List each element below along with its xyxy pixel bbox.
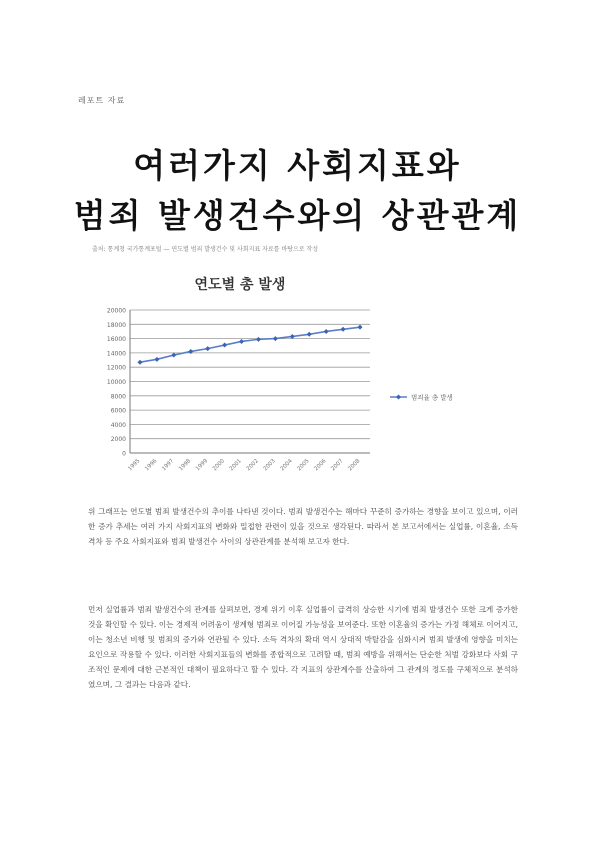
x-tick-label: 1996	[144, 458, 159, 473]
data-point	[222, 343, 227, 348]
x-tick-label: 2001	[228, 458, 243, 473]
x-tick-label: 2003	[262, 458, 277, 473]
x-tick-label: 2008	[347, 458, 362, 473]
x-tick-label: 2000	[211, 458, 227, 473]
x-tick-label: 2002	[245, 458, 260, 473]
data-point	[358, 325, 363, 330]
body-paragraph-2: 먼저 실업률과 범죄 발생건수의 관계를 살펴보면, 경제 위기 이후 실업률이 급격히 상승한 시기에 범죄 발생건수 또한 크게 증가한 것을 확인할 수 있다. 이는 경제적 어려움이 생계형 범죄로 이어질 가능성을 보여준다. 또한 이혼율의 증가는 가정 해체로 이어지고, 이는 청소년 비행 및 범죄의 증가와 연관될 수 있다. 소득 격차의 확대 역시 상대적 박탈감을 심화시켜 범죄 발생에 영향을 미치는 요인으로 작용할 수 있다. 이러한 사회지표들의 변화를 종합적으로 고려할 때, 범죄 예방을 위해서는 단순한 처벌 강화보다 사회 구조적인 문제에 대한 근본적인 대책이 필요하다고 할 수 있다. 각 지표의 상관계수를 산출하여 그 관계의 정도를 구체적으로 분석하였으며, 그 결과는 다음과 같다.	[88, 605, 518, 689]
chart-source-caption: 출처: 통계청 국가통계포털 — 연도별 범죄 발생건수 및 사회지표 자료를 바탕으로 작성	[92, 246, 319, 253]
y-tick-label: 14000	[106, 350, 126, 358]
y-tick-label: 16000	[106, 336, 126, 344]
body-paragraph-1: 위 그래프는 연도별 범죄 발생건수의 추이를 나타낸 것이다. 범죄 발생건수는 해마다 꾸준히 증가하는 경향을 보이고 있으며, 이러한 증가 추세는 여러 가지 사회지표의 변화와 밀접한 관련이 있을 것으로 생각된다. 따라서 본 보고서에서는 실업률, 이혼율, 소득 격차 등 주요 사회지표와 범죄 발생건수 사이의 상관관계를 분석해 보고자 한다.	[88, 507, 518, 546]
title-line-2: 범죄 발생건수와의 상관관계	[73, 196, 522, 235]
y-tick-label: 20000	[106, 307, 126, 315]
x-tick-label: 1998	[178, 458, 193, 473]
data-point	[239, 339, 244, 344]
y-tick-label: 12000	[106, 364, 126, 372]
x-tick-label: 2006	[313, 458, 328, 473]
data-point	[154, 357, 159, 362]
x-tick-label: 1997	[161, 458, 176, 473]
y-tick-label: 2000	[110, 436, 126, 444]
y-tick-label: 0	[122, 450, 126, 458]
x-tick-label: 1995	[127, 458, 142, 473]
y-tick-label: 10000	[106, 379, 126, 386]
chart-title: 연도별 총 발생	[194, 277, 286, 293]
header-label: 레포트 자료	[78, 96, 126, 105]
y-tick-label: 6000	[110, 407, 126, 415]
x-tick-label: 2004	[279, 458, 294, 473]
y-tick-label: 4000	[110, 421, 126, 429]
title-line-1: 여러가지 사회지표와	[133, 146, 462, 185]
data-point	[273, 336, 278, 341]
data-point	[341, 327, 346, 332]
data-point	[256, 337, 261, 342]
y-tick-label: 8000	[110, 393, 126, 401]
data-point	[138, 360, 143, 365]
data-point	[205, 346, 210, 351]
legend-swatch-marker	[396, 395, 401, 400]
y-tick-label: 18000	[106, 321, 126, 329]
line-chart	[85, 265, 525, 490]
x-tick-label: 2005	[296, 458, 311, 473]
data-point	[307, 332, 312, 337]
x-tick-label: 2007	[330, 458, 345, 473]
data-point	[324, 329, 329, 334]
legend-label: 범죄율 총 발생	[411, 393, 453, 402]
x-tick-label: 1999	[194, 458, 210, 473]
